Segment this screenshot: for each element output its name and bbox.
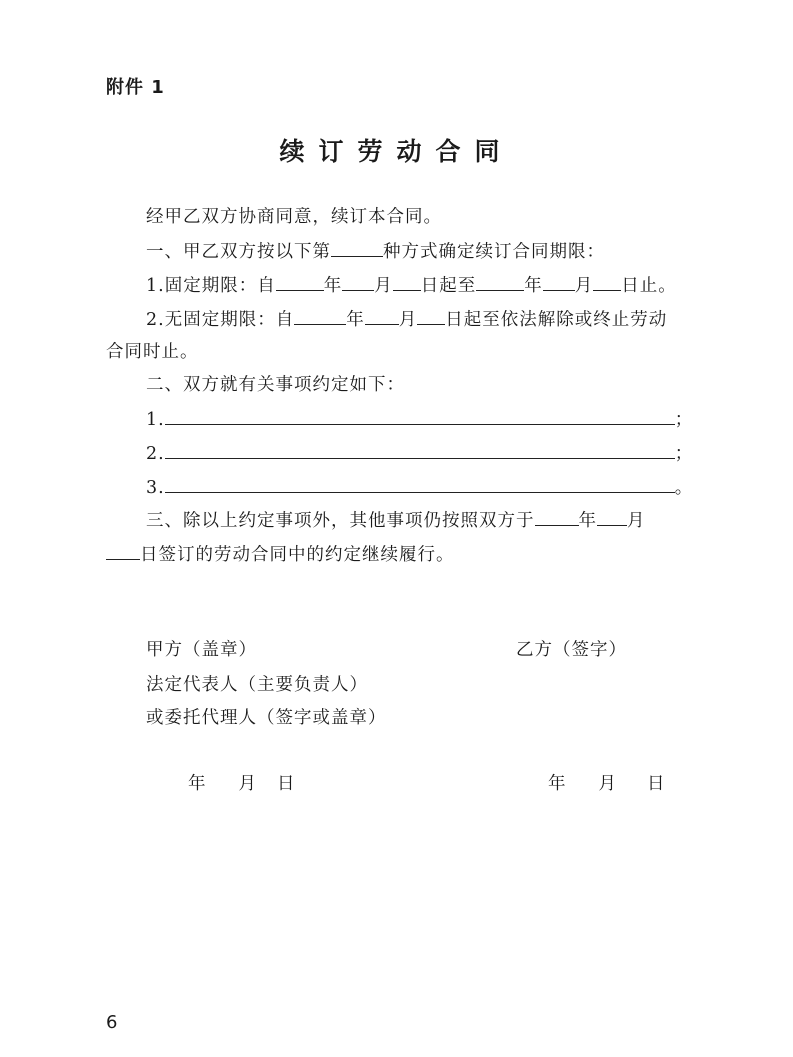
- signed-day-blank[interactable]: [106, 541, 140, 560]
- start-month-blank[interactable]: [342, 272, 374, 291]
- month-label: 月: [398, 310, 418, 330]
- year-label: 年: [346, 310, 365, 330]
- item-punct: ；: [674, 444, 694, 464]
- option-open-continuation: 合同时止。: [106, 342, 199, 362]
- party-a-representative: 法定代表人（主要负责人）: [146, 675, 368, 695]
- item-number: 2.: [146, 444, 165, 464]
- item-one-line[interactable]: [165, 406, 675, 425]
- option-fixed-term: [146, 272, 677, 298]
- section-three-lead: 三、除以上约定事项外，其他事项仍按照双方于: [146, 511, 535, 531]
- open-month-blank[interactable]: [365, 306, 399, 325]
- date-year: 年: [548, 774, 567, 794]
- year-label: 年: [323, 276, 343, 296]
- date-month: 月: [598, 774, 617, 794]
- day-end-label: 日止。: [621, 276, 677, 296]
- signed-year-blank[interactable]: [535, 507, 579, 526]
- start-year-blank[interactable]: [276, 272, 324, 291]
- section-three-cont-text: 日签订的劳动合同中的约定继续履行。: [140, 545, 455, 565]
- party-b-date: [548, 772, 666, 796]
- party-b-sign: 乙方（签字）: [516, 640, 627, 660]
- party-a-seal: 甲方（盖章）: [146, 640, 257, 660]
- month-label: 月: [574, 276, 594, 296]
- item-three-line[interactable]: [165, 474, 675, 493]
- intro-paragraph: 经甲乙双方协商同意，续订本合同。: [146, 207, 442, 227]
- item-number: 1.: [146, 410, 165, 430]
- end-day-blank[interactable]: [593, 272, 621, 291]
- option-open-label: 2.无固定期限：自: [146, 310, 295, 330]
- open-day-blank[interactable]: [417, 306, 445, 325]
- item-number: 3.: [146, 478, 165, 498]
- option-number-blank[interactable]: [331, 238, 383, 257]
- month-label: 月: [374, 276, 393, 296]
- section-three-continuation: [106, 541, 455, 567]
- end-month-blank[interactable]: [543, 272, 575, 291]
- option-fixed-label: 1.固定期限：自: [146, 276, 276, 296]
- item-punct: 。: [674, 478, 694, 498]
- year-label: 年: [524, 276, 543, 296]
- attachment-label: 附件 1: [106, 77, 165, 98]
- section-one-tail: 种方式确定续订合同期限：: [383, 242, 605, 262]
- section-two: 二、双方就有关事项约定如下：: [146, 375, 405, 395]
- item-row: [146, 474, 693, 500]
- party-a-agent: 或委托代理人（签字或盖章）: [146, 708, 387, 728]
- party-a-date: [188, 772, 296, 796]
- date-month: 月: [238, 774, 257, 794]
- section-three: [146, 507, 646, 533]
- section-one-lead: 一、甲乙双方按以下第: [146, 242, 331, 262]
- date-day: 日: [277, 774, 296, 794]
- day-from-label: 日起至: [420, 276, 477, 296]
- page-title: 续订劳动合同: [279, 137, 514, 166]
- date-year: 年: [188, 774, 207, 794]
- signed-month-blank[interactable]: [597, 507, 627, 526]
- year-label: 年: [578, 511, 597, 531]
- item-row: [146, 406, 693, 432]
- section-one: [146, 238, 605, 264]
- item-two-line[interactable]: [165, 440, 675, 459]
- option-open-tail: 日起至依法解除或终止劳动: [445, 310, 668, 330]
- item-punct: ；: [674, 410, 694, 430]
- start-day-blank[interactable]: [393, 272, 421, 291]
- open-year-blank[interactable]: [294, 306, 346, 325]
- date-day: 日: [647, 774, 666, 794]
- option-open-term: [146, 306, 667, 332]
- item-row: [146, 440, 693, 466]
- page-number: 6: [106, 1012, 118, 1033]
- month-label: 月: [627, 511, 646, 531]
- end-year-blank[interactable]: [476, 272, 524, 291]
